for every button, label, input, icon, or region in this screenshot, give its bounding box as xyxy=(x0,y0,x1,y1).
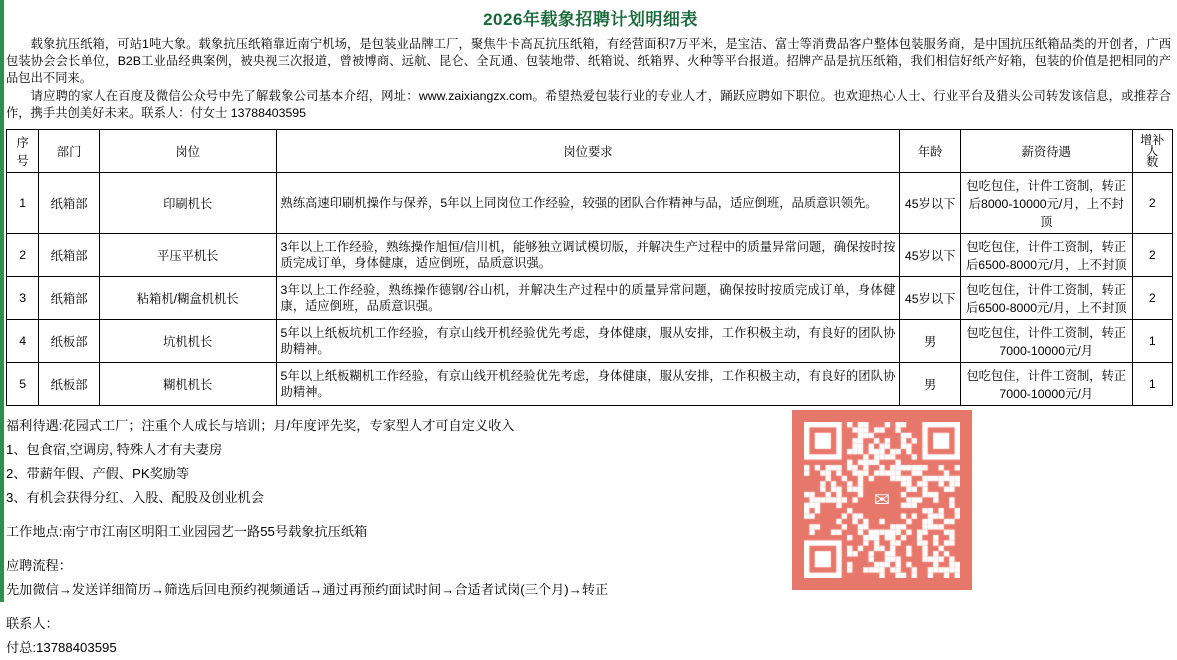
spacer xyxy=(6,544,1177,554)
table-row xyxy=(7,277,1173,320)
welfare-item-3: 3、有机会获得分红、入股、配股及创业机会 xyxy=(6,490,264,505)
table-row xyxy=(7,234,1173,277)
process-steps: 先加微信→发送详细简历→筛选后回电预约视频通话→通过再预约面试时间→合适者试岗(三个月)→转正 xyxy=(6,582,609,597)
wechat-qr-code xyxy=(792,410,972,590)
cell-age: 男 xyxy=(900,363,961,406)
cell-requirement: 3年以上工作经验，熟练操作德钢/谷山机，并解决生产过程中的质量异常问题，确保按时按质完成订单，身体健康，适应倒班，品质意识强。 xyxy=(276,277,900,320)
table-row xyxy=(7,173,1173,234)
welfare-title: 福利待遇:花园式工厂；注重个人成长与培训；月/年度评先奖，专家型人才可自定义收入 xyxy=(6,418,515,433)
cell-post: 平压平机长 xyxy=(99,234,276,277)
welfare-item-2: 2、带薪年假、产假、PK奖励等 xyxy=(6,466,190,481)
cell-headcount: 1 xyxy=(1132,363,1172,406)
cell-dept: 纸板部 xyxy=(39,363,100,406)
cell-age: 男 xyxy=(900,320,961,363)
column-header-headcount-line1: 增补人 xyxy=(1140,132,1165,158)
cell-post: 粘箱机/糊盒机机长 xyxy=(99,277,276,320)
cell-seq: 2 xyxy=(7,234,39,277)
table-row xyxy=(7,320,1173,363)
cell-dept: 纸箱部 xyxy=(39,277,100,320)
column-header-headcount xyxy=(1132,130,1172,173)
column-header-salary: 薪资待遇 xyxy=(960,130,1132,173)
intro-section xyxy=(4,36,1177,122)
cell-requirement: 5年以上纸板坑机工作经验，有京山线开机经验优先考虑，身体健康，服从安排，工作积极主动，有良好的团队协助精神。 xyxy=(276,320,900,363)
cell-dept: 纸箱部 xyxy=(39,234,100,277)
job-listing-table xyxy=(6,129,1173,406)
qr-inner xyxy=(804,422,960,578)
cell-headcount: 1 xyxy=(1132,320,1172,363)
table-row xyxy=(7,363,1173,406)
document-content xyxy=(4,0,1177,655)
column-header-dept: 部门 xyxy=(39,130,100,173)
cell-post: 糊机机长 xyxy=(99,363,276,406)
welfare-item-1: 1、包食宿,空调房, 特殊人才有夫妻房 xyxy=(6,442,223,457)
spacer xyxy=(6,510,1177,520)
wechat-icon: ✉ xyxy=(866,484,898,516)
intro-paragraph-1: 载象抗压纸箱，可站1吨大象。载象抗压纸箱靠近南宁机场，是包装业品牌工厂，聚焦牛卡高瓦抗压纸箱，有经营面积7万平米，是宝洁、富士等消费品客户整体包装服务商，是中国抗压纸箱品类的开创者，广西包装协会会长单位，B2B工业品经典案例，被央视三次报道，曾被博商、远航、昆仑、全瓦通、包装地带、纸箱说、纸箱界、火种等平台报道。招牌产品是抗压纸箱，我们相信好纸产好箱，包装的价值是把相同的产品包出不同来。 xyxy=(6,37,1171,85)
cell-headcount: 2 xyxy=(1132,234,1172,277)
table-header-row xyxy=(7,130,1173,173)
cell-salary: 包吃包住，计件工资制，转正后6500-8000元/月，上不封顶 xyxy=(960,234,1132,277)
intro-paragraph-2: 请应聘的家人在百度及微信公众号中先了解载象公司基本介绍，网址：www.zaixiangzx.com。希望热爱包装行业的专业人才，踊跃应聘如下职位。也欢迎热心人士、行业平台及猎头公司转发该信息，或推荐合作，携手共创美好未来。联系人：付女士 13788403595 xyxy=(6,89,1171,120)
page-title: 2026年载象招聘计划明细表 xyxy=(483,10,698,29)
column-header-age: 年龄 xyxy=(900,130,961,173)
process-title: 应聘流程： xyxy=(6,558,72,573)
cell-age: 45岁以下 xyxy=(900,234,961,277)
column-header-post: 岗位 xyxy=(99,130,276,173)
spacer xyxy=(6,602,1177,612)
cell-requirement: 熟练高速印刷机操作与保养，5年以上同岗位工作经验，较强的团队合作精神与品，适应倒班，品质意识领先。 xyxy=(276,173,900,234)
contact-value: 付总:13788403595 xyxy=(6,640,117,655)
cell-age: 45岁以下 xyxy=(900,173,961,234)
cell-seq: 5 xyxy=(7,363,39,406)
cell-seq: 4 xyxy=(7,320,39,363)
cell-requirement: 3年以上工作经验，熟练操作旭恒/信川机，能够独立调试模切版，并解决生产过程中的质量异常问题，确保按时按质完成订单，身体健康，适应倒班，品质意识强。 xyxy=(276,234,900,277)
cell-requirement: 5年以上纸板糊机工作经验，有京山线开机经验优先考虑，身体健康，服从安排，工作积极主动，有良好的团队协助精神。 xyxy=(276,363,900,406)
work-location: 工作地点:南宁市江南区明阳工业园园艺一路55号载象抗压纸箱 xyxy=(6,524,368,539)
cell-headcount: 2 xyxy=(1132,173,1172,234)
cell-dept: 纸箱部 xyxy=(39,173,100,234)
cell-dept: 纸板部 xyxy=(39,320,100,363)
benefits-block xyxy=(4,406,1177,660)
cell-salary: 包吃包住，计件工资制，转正后6500-8000元/月，上不封顶 xyxy=(960,277,1132,320)
column-header-headcount-line2: 数 xyxy=(1146,154,1159,169)
cell-salary: 包吃包住，计件工资制，转正后8000-10000元/月，上不封顶 xyxy=(960,173,1132,234)
cell-post: 印刷机长 xyxy=(99,173,276,234)
contact-title: 联系人： xyxy=(6,616,59,631)
column-header-requirement: 岗位要求 xyxy=(276,130,900,173)
footer-section xyxy=(4,406,1177,660)
cell-age: 45岁以下 xyxy=(900,277,961,320)
column-header-seq: 序 号 xyxy=(7,130,39,173)
cell-post: 坑机机长 xyxy=(99,320,276,363)
cell-salary: 包吃包住，计件工资制，转正7000-10000元/月 xyxy=(960,363,1132,406)
cell-headcount: 2 xyxy=(1132,277,1172,320)
cell-salary: 包吃包住，计件工资制，转正7000-10000元/月 xyxy=(960,320,1132,363)
cell-seq: 3 xyxy=(7,277,39,320)
cell-seq: 1 xyxy=(7,173,39,234)
